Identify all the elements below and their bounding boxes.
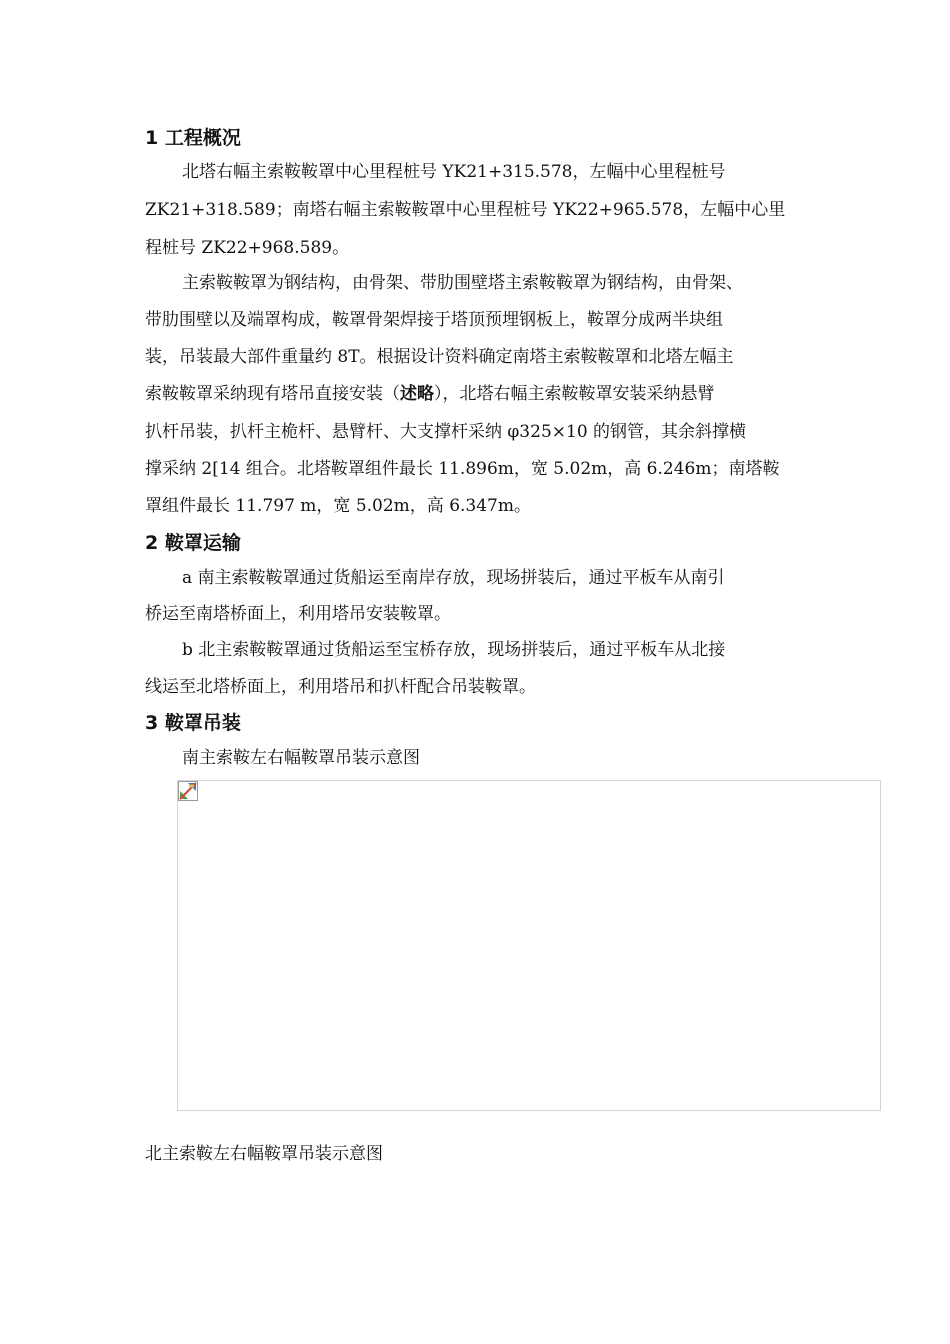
figure-image-placeholder	[177, 780, 881, 1111]
paragraph-line: 北塔右幅主索鞍鞍罩中心里程桩号 YK21+315.578，左幅中心里程桩号	[182, 162, 726, 182]
bold-text-run: 述略	[400, 384, 434, 404]
paragraph-line: 线运至北塔桥面上，利用塔吊和扒杆配合吊装鞍罩。	[145, 677, 536, 697]
paragraph-line: 桥运至南塔桥面上，利用塔吊安装鞍罩。	[145, 604, 451, 624]
paragraph-line	[145, 382, 715, 406]
broken-image-icon	[178, 781, 198, 801]
paragraph-line: 主索鞍鞍罩为钢结构，由骨架、带肋围壁塔主索鞍鞍罩为钢结构，由骨架、	[182, 273, 743, 293]
paragraph-line: 罩组件最长 11.797 m，宽 5.02m，高 6.347m。	[145, 496, 531, 516]
paragraph-line: ZK21+318.589；南塔右幅主索鞍鞍罩中心里程桩号 YK22+965.578，左幅中心里	[145, 200, 786, 220]
section-heading-1: 1 工程概况	[145, 127, 241, 149]
paragraph-line: 撑采纳 2[14 组合。北塔鞍罩组件最长 11.896m，宽 5.02m，高 6.246m；南塔鞍	[145, 459, 780, 479]
section-heading-2: 2 鞍罩运输	[145, 532, 241, 554]
figure-caption-north: 北主索鞍左右幅鞍罩吊装示意图	[145, 1144, 383, 1164]
section-heading-3: 3 鞍罩吊装	[145, 712, 241, 734]
paragraph-line: 带肋围壁以及端罩构成，鞍罩骨架焊接于塔顶预埋钢板上，鞍罩分成两半块组	[145, 310, 723, 330]
paragraph-line: a 南主索鞍鞍罩通过货船运至南岸存放，现场拼装后，通过平板车从南引	[182, 568, 725, 588]
paragraph-line: b 北主索鞍鞍罩通过货船运至宝桥存放，现场拼装后，通过平板车从北接	[182, 640, 726, 660]
figure-caption-south: 南主索鞍左右幅鞍罩吊装示意图	[182, 748, 420, 768]
paragraph-line: 程桩号 ZK22+968.589。	[145, 238, 350, 258]
paragraph-line: 扒杆吊装，扒杆主桅杆、悬臂杆、大支撑杆采纳 φ325×10 的钢管，其余斜撑横	[145, 422, 747, 442]
text-run: ），北塔右幅主索鞍鞍罩安装采纳悬臂	[434, 384, 715, 404]
text-run: 索鞍鞍罩采纳现有塔吊直接安装（	[145, 384, 400, 404]
paragraph-line: 装，吊装最大部件重量约 8T。根据设计资料确定南塔主索鞍鞍罩和北塔左幅主	[145, 347, 734, 367]
